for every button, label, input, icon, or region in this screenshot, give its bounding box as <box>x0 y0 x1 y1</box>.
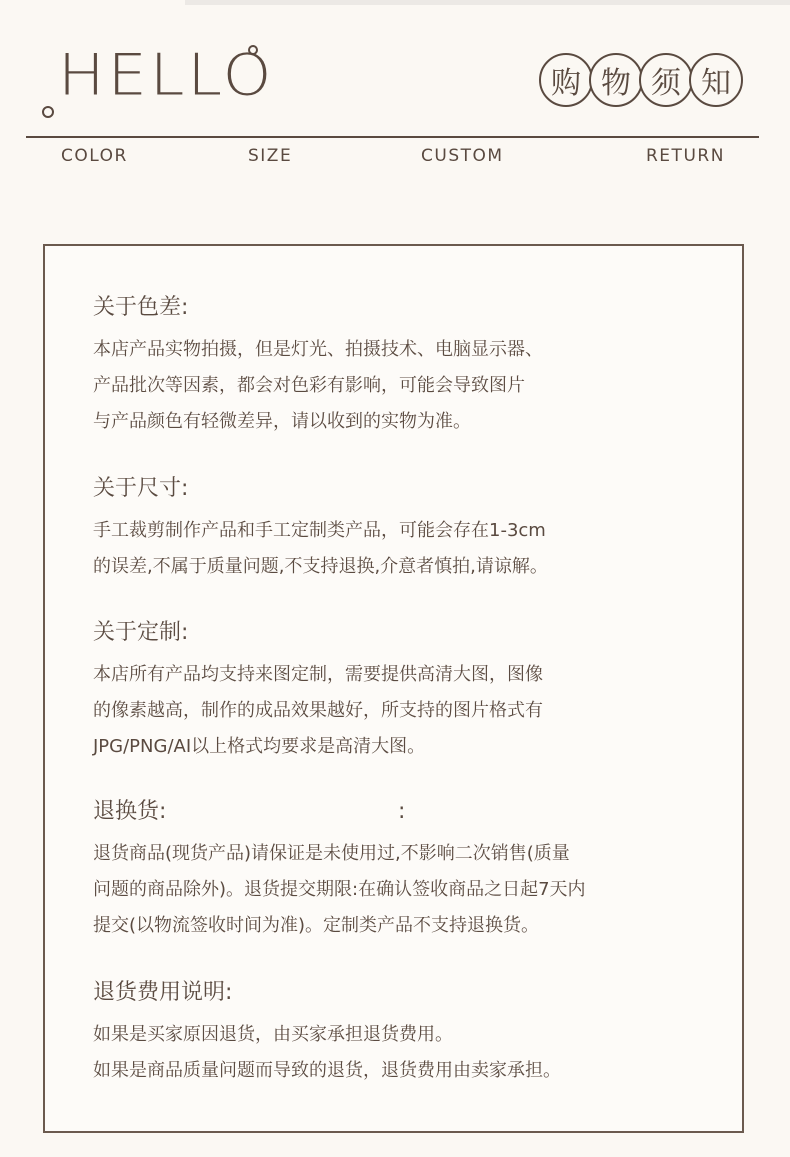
top-decor-strip <box>185 0 790 5</box>
section-line: JPG/PNG/AI以上格式均要求是高清大图。 <box>93 736 426 757</box>
section-line: 退货商品(现货产品)请保证是未使用过,不影响二次销售(质量 <box>93 843 570 864</box>
logo-dot-icon <box>42 106 54 118</box>
section-line: 问题的商品除外)。退货提交期限:在确认签收商品之日起7天内 <box>93 879 586 900</box>
badge-char: 购 <box>539 53 593 107</box>
section-size <box>93 471 548 585</box>
notice-card <box>43 244 744 1133</box>
extra-colon: : <box>398 799 406 824</box>
section-returns <box>93 794 586 944</box>
section-line: 产品批次等因素，都会对色彩有影响，可能会导致图片 <box>93 375 525 396</box>
logo-text: HELLO <box>58 40 275 109</box>
section-color-difference <box>93 290 543 440</box>
section-title: 退换货: <box>93 799 167 824</box>
section-title: 关于色差: <box>93 295 189 320</box>
badge-char: 物 <box>589 53 643 107</box>
section-line: 手工裁剪制作产品和手工定制类产品，可能会存在1-3cm <box>93 520 546 541</box>
section-line: 本店所有产品均支持来图定制，需要提供高清大图，图像 <box>93 664 543 685</box>
section-line: 的像素越高，制作的成品效果越好，所支持的图片格式有 <box>93 700 543 721</box>
section-line: 与产品颜色有轻微差异，请以收到的实物为准。 <box>93 411 471 432</box>
section-title: 关于尺寸: <box>93 476 189 501</box>
header-divider <box>26 136 759 138</box>
nav-color: COLOR <box>61 146 128 166</box>
section-line: 本店产品实物拍摄，但是灯光、拍摄技术、电脑显示器、 <box>93 339 543 360</box>
badge-char: 知 <box>689 53 743 107</box>
section-line: 如果是商品质量问题而导致的退货，退货费用由卖家承担。 <box>93 1060 561 1081</box>
section-line: 如果是买家原因退货，由买家承担退货费用。 <box>93 1024 453 1045</box>
section-title: 退货费用说明: <box>93 980 233 1005</box>
nav-custom: CUSTOM <box>421 146 504 166</box>
hello-logo <box>42 40 275 125</box>
section-title: 关于定制: <box>93 620 189 645</box>
nav-return: RETURN <box>646 146 725 166</box>
section-custom <box>93 615 543 765</box>
section-line: 的误差,不属于质量问题,不支持退换,介意者慎拍,请谅解。 <box>93 556 548 577</box>
section-return-fees <box>93 975 561 1089</box>
section-line: 提交(以物流签收时间为准)。定制类产品不支持退换货。 <box>93 915 540 936</box>
shopping-notice-badges <box>539 53 743 107</box>
logo-ring-icon <box>248 45 258 55</box>
badge-char: 须 <box>639 53 693 107</box>
nav-size: SIZE <box>248 146 293 166</box>
